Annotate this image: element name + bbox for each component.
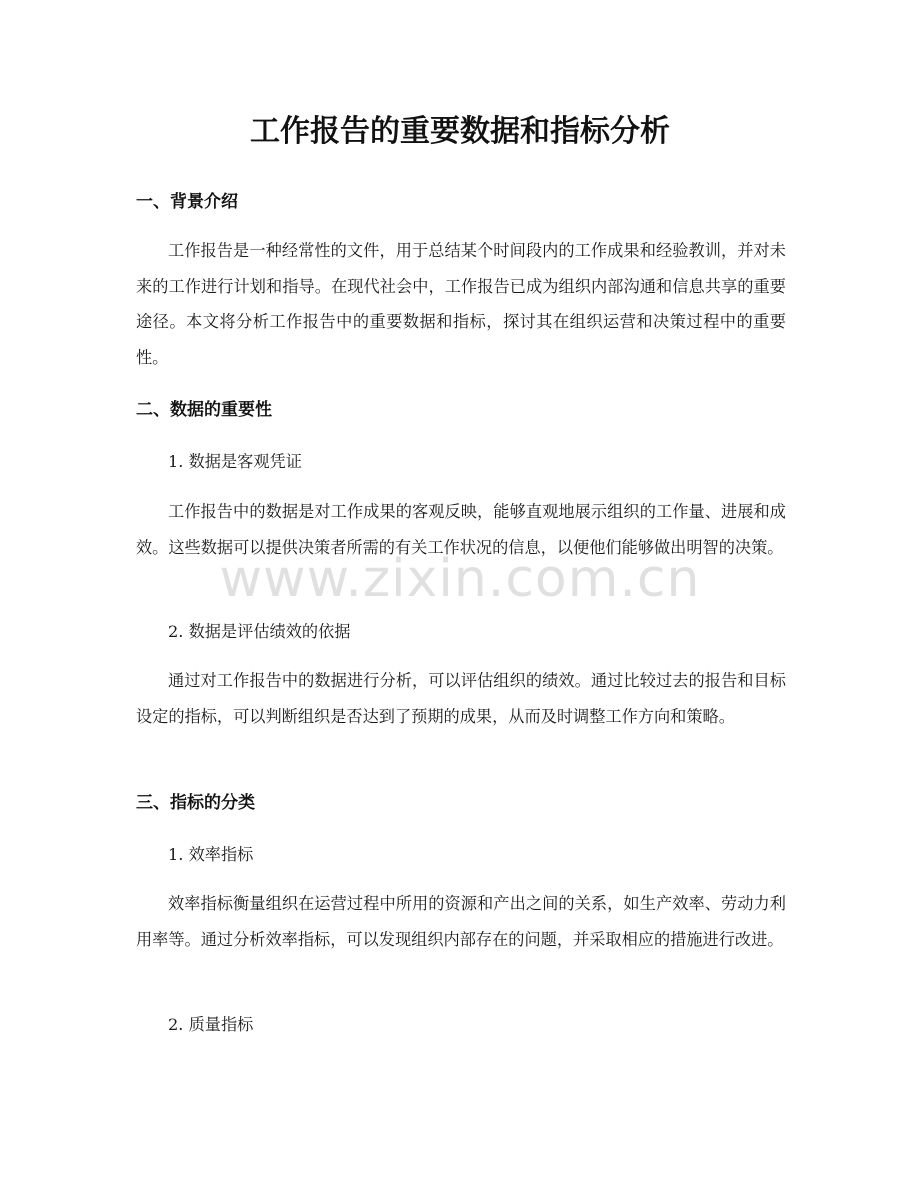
subheading-performance-basis: 2. 数据是评估绩效的依据	[168, 622, 351, 641]
subheading-quality: 2. 质量指标	[168, 1015, 254, 1034]
section-heading-data-importance: 二、数据的重要性	[136, 400, 272, 420]
paragraph-objective-evidence: 工作报告中的数据是对工作成果的客观反映，能够直观地展示组织的工作量、进展和成效。这些数据可以提供决策者所需的有关工作状况的信息，以便他们能够做出明智的决策。	[136, 502, 786, 557]
watermark: www.zixin.com.cn	[219, 549, 701, 609]
subheading-efficiency: 1. 效率指标	[168, 845, 254, 864]
document-title: 工作报告的重要数据和指标分析	[250, 114, 670, 149]
section-heading-background: 一、背景介绍	[136, 192, 238, 212]
paragraph-background: 工作报告是一种经常性的文件，用于总结某个时间段内的工作成果和经验教训，并对未来的工作进行计划和指导。在现代社会中，工作报告已成为组织内部沟通和信息共享的重要途径。本文将分析工作报告中的重要数据和指标，探讨其在组织运营和决策过程中的重要性。	[136, 241, 786, 367]
subheading-objective-evidence: 1. 数据是客观凭证	[168, 452, 302, 471]
paragraph-efficiency: 效率指标衡量组织在运营过程中所用的资源和产出之间的关系，如生产效率、劳动力利用率等。通过分析效率指标，可以发现组织内部存在的问题，并采取相应的措施进行改进。	[136, 894, 786, 949]
section-heading-indicator-types: 三、指标的分类	[136, 793, 255, 813]
paragraph-performance-basis: 通过对工作报告中的数据进行分析，可以评估组织的绩效。通过比较过去的报告和目标设定的指标，可以判断组织是否达到了预期的成果，从而及时调整工作方向和策略。	[136, 671, 786, 726]
